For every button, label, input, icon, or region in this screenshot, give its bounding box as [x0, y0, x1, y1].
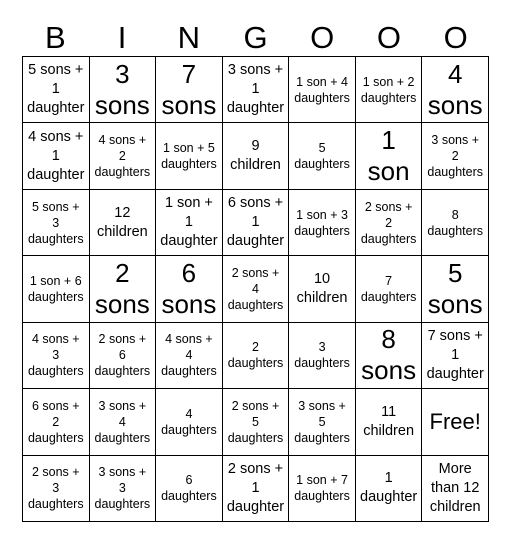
bingo-cell-label: 1 son + 6 daughters	[27, 273, 84, 304]
bingo-cell[interactable]	[422, 323, 489, 389]
bingo-cell[interactable]	[223, 190, 290, 256]
bingo-cell[interactable]	[90, 456, 157, 522]
bingo-cell-label: 4 daughters	[161, 406, 217, 437]
bingo-cell-label: 1 son + 2 daughters	[360, 74, 417, 105]
header-letter-i: I	[117, 20, 127, 55]
header-letter-n: N	[177, 20, 200, 55]
bingo-cell[interactable]	[156, 57, 223, 123]
bingo-cell-label: 10 children	[296, 270, 348, 306]
bingo-cell[interactable]	[156, 323, 223, 389]
bingo-cell-label: 2 sons + 1 daughter	[226, 460, 285, 515]
bingo-cell-label: 4 sons + 1 daughter	[27, 128, 85, 183]
bingo-cell[interactable]	[156, 456, 223, 522]
bingo-cell-label: 6 daughters	[161, 473, 217, 504]
bingo-cell[interactable]	[156, 190, 223, 256]
header-letter-b: B	[45, 20, 66, 55]
bingo-cell-label: 12 children	[96, 204, 148, 240]
bingo-cell[interactable]	[223, 323, 290, 389]
bingo-cell-label: 3 sons + 5 daughters	[294, 398, 350, 445]
bingo-cell-label: 2 sons + 2 daughters	[360, 199, 417, 246]
bingo-cell[interactable]	[422, 389, 489, 455]
bingo-cell[interactable]	[289, 256, 356, 322]
bingo-cell[interactable]	[90, 256, 157, 322]
bingo-cell[interactable]	[422, 456, 489, 522]
bingo-cell-label: 5 sons + 1 daughter	[27, 62, 85, 117]
bingo-cell-label: 3 daughters	[294, 340, 350, 371]
bingo-cell-label: 1 son + 3 daughters	[294, 207, 350, 238]
bingo-cell[interactable]	[90, 57, 157, 123]
bingo-cell-label: 4 sons	[427, 58, 483, 120]
bingo-cell[interactable]	[356, 256, 423, 322]
bingo-cell-label: 5 sons	[427, 257, 483, 319]
bingo-cell[interactable]	[223, 389, 290, 455]
bingo-cell-label: 5 sons + 3 daughters	[27, 199, 84, 246]
bingo-cell[interactable]	[356, 190, 423, 256]
bingo-cell-label: 1 son + 5 daughters	[161, 141, 217, 172]
bingo-cell[interactable]	[289, 456, 356, 522]
bingo-cell-label: 3 sons + 4 daughters	[94, 398, 151, 445]
bingo-cell-label: 2 sons	[94, 257, 150, 319]
bingo-cell-label: 11 children	[363, 403, 415, 439]
bingo-cell[interactable]	[289, 57, 356, 123]
bingo-cell-label: 6 sons + 1 daughter	[226, 195, 285, 250]
bingo-cell[interactable]	[90, 190, 157, 256]
bingo-cell-label: 9 children	[230, 138, 281, 174]
bingo-cell[interactable]	[223, 256, 290, 322]
bingo-cell[interactable]	[23, 456, 90, 522]
bingo-cell-label: 8 sons	[361, 324, 417, 386]
bingo-cell-label: 3 sons + 1 daughter	[226, 62, 285, 117]
bingo-cell[interactable]	[422, 190, 489, 256]
bingo-cell[interactable]	[356, 123, 423, 189]
bingo-cell[interactable]	[223, 57, 290, 123]
bingo-cell-label: 7 sons + 1 daughter	[426, 327, 484, 382]
bingo-cell-label: 6 sons + 2 daughters	[27, 398, 84, 445]
header-letter-o3: O	[443, 20, 468, 55]
bingo-cell-label: 6 sons	[161, 257, 217, 319]
bingo-cell-label: 8 daughters	[427, 207, 483, 238]
bingo-cell[interactable]	[289, 123, 356, 189]
bingo-cell-label: 1 son + 7 daughters	[294, 473, 350, 504]
bingo-cell[interactable]	[90, 123, 157, 189]
bingo-cell[interactable]	[356, 456, 423, 522]
bingo-cell[interactable]	[156, 256, 223, 322]
bingo-cell-label: 2 sons + 3 daughters	[27, 465, 84, 512]
bingo-cell-label: 3 sons	[94, 58, 150, 120]
bingo-cell[interactable]	[289, 323, 356, 389]
header-letter-o2: O	[376, 20, 402, 55]
bingo-cell[interactable]	[289, 389, 356, 455]
bingo-cell-label: 3 sons + 3 daughters	[94, 465, 151, 512]
bingo-cell-label: 2 sons + 5 daughters	[227, 398, 284, 445]
bingo-cell-label: 1 son + 1 daughter	[160, 195, 218, 250]
bingo-cell[interactable]	[223, 456, 290, 522]
bingo-cell[interactable]	[422, 123, 489, 189]
bingo-cell[interactable]	[422, 57, 489, 123]
bingo-cell[interactable]	[90, 323, 157, 389]
bingo-cell[interactable]	[156, 389, 223, 455]
bingo-cell-label: 2 sons + 6 daughters	[94, 332, 151, 379]
bingo-cell-label: 4 sons + 3 daughters	[27, 332, 84, 379]
bingo-cell-label: 2 sons + 4 daughters	[227, 265, 284, 312]
bingo-cell[interactable]	[356, 323, 423, 389]
bingo-cell[interactable]	[356, 389, 423, 455]
bingo-cell-label: More than 12 children	[429, 460, 481, 515]
bingo-cell-label: 2 daughters	[227, 340, 284, 371]
bingo-cell[interactable]	[223, 123, 290, 189]
bingo-grid	[22, 56, 489, 522]
bingo-cell[interactable]	[156, 123, 223, 189]
bingo-cell[interactable]	[23, 57, 90, 123]
bingo-cell[interactable]	[23, 389, 90, 455]
bingo-cell-label: 7 daughters	[360, 273, 417, 304]
bingo-cell[interactable]	[23, 190, 90, 256]
bingo-cell-label: Free!	[429, 408, 481, 434]
bingo-cell-label: 1 daughter	[360, 470, 418, 506]
bingo-header	[22, 20, 489, 56]
bingo-cell[interactable]	[90, 389, 157, 455]
bingo-cell[interactable]	[289, 190, 356, 256]
header-letter-o1: O	[310, 20, 335, 55]
bingo-cell-label: 4 sons + 4 daughters	[161, 332, 217, 379]
bingo-cell-label: 1 son + 4 daughters	[294, 74, 350, 105]
bingo-cell[interactable]	[23, 123, 90, 189]
bingo-cell[interactable]	[422, 256, 489, 322]
bingo-cell-label: 7 sons	[161, 58, 217, 120]
bingo-cell-label: 5 daughters	[294, 141, 350, 172]
bingo-cell-label: 1 son	[367, 125, 410, 187]
bingo-cell-label: 4 sons + 2 daughters	[94, 133, 151, 180]
bingo-cell-label: 3 sons + 2 daughters	[427, 133, 483, 180]
header-letter-g: G	[243, 20, 268, 55]
bingo-cell[interactable]	[356, 57, 423, 123]
bingo-cell[interactable]	[23, 256, 90, 322]
bingo-cell[interactable]	[23, 323, 90, 389]
